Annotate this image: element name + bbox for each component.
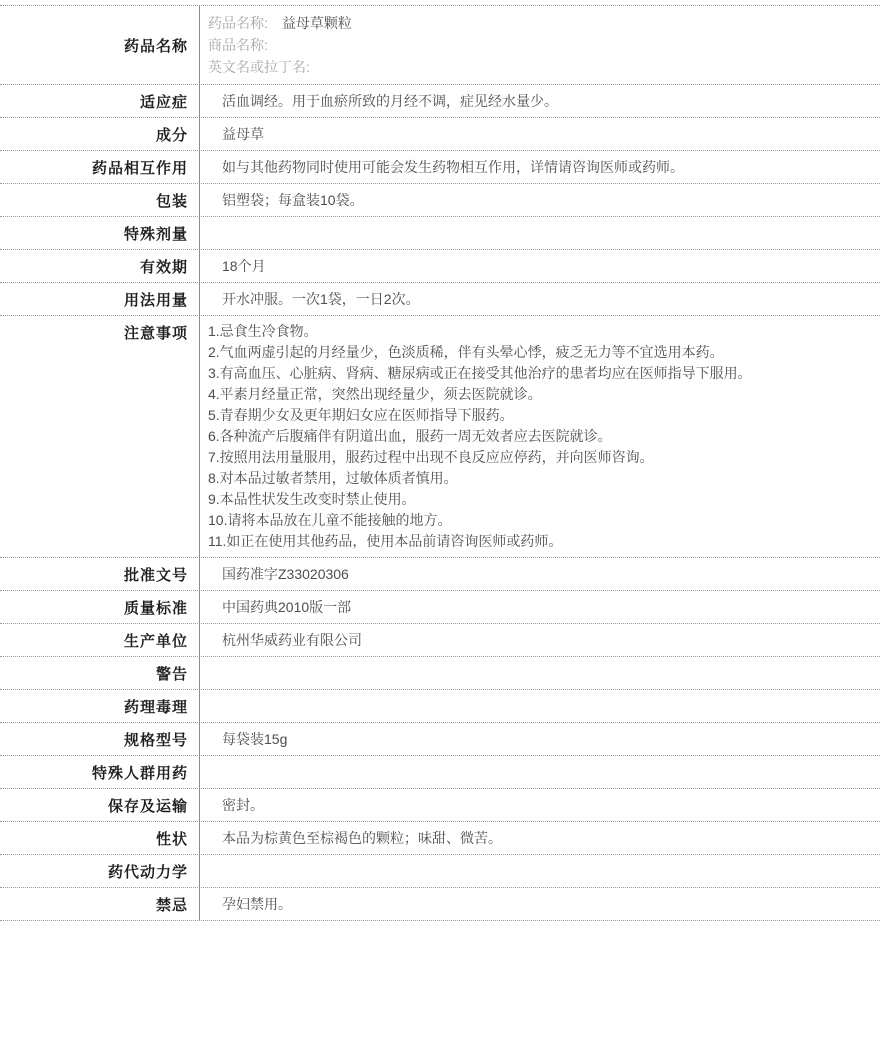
value-warning (200, 657, 880, 689)
table-row-special-dosage (0, 217, 880, 250)
label-properties: 性状 (0, 822, 200, 854)
precaution-item: 2.气血两虚引起的月经量少，色淡质稀，伴有头晕心悸，疲乏无力等不宜选用本药。 (208, 344, 724, 360)
drug-info-table (0, 5, 880, 921)
label-precautions: 注意事项 (0, 316, 200, 557)
label-drug-interactions: 药品相互作用 (0, 151, 200, 183)
table-row-pharmacology-toxicology (0, 690, 880, 723)
label-manufacturer: 生产单位 (0, 624, 200, 656)
precaution-item: 1.忌食生冷食物。 (208, 323, 318, 339)
table-row-storage-transport (0, 789, 880, 822)
table-row-precautions (0, 316, 880, 558)
value-ingredients: 益母草 (222, 126, 264, 142)
precaution-item: 10.请将本品放在儿童不能接触的地方。 (208, 512, 452, 528)
label-validity-period: 有效期 (0, 250, 200, 282)
table-row-ingredients (0, 118, 880, 151)
table-row-quality-standard (0, 591, 880, 624)
trade-name-key: 商品名称: (208, 37, 268, 53)
value-specification: 每袋装15g (222, 731, 288, 747)
value-precautions (200, 316, 880, 557)
label-pharmacokinetics: 药代动力学 (0, 855, 200, 887)
value-contraindications: 孕妇禁用。 (222, 896, 292, 912)
latin-name-key: 英文名或拉丁名: (208, 59, 310, 75)
value-storage-transport: 密封。 (222, 797, 264, 813)
label-ingredients: 成分 (0, 118, 200, 150)
label-special-dosage: 特殊剂量 (0, 217, 200, 249)
table-row-dosage-usage (0, 283, 880, 316)
drug-name-value: 益母草颗粒 (281, 15, 352, 31)
precaution-item: 9.本品性状发生改变时禁止使用。 (208, 491, 416, 507)
table-row-special-populations (0, 756, 880, 789)
value-approval-number: 国药准字Z33020306 (222, 566, 349, 582)
value-special-dosage (200, 217, 880, 249)
precaution-item: 4.平素月经量正常，突然出现经量少，须去医院就诊。 (208, 386, 542, 402)
value-quality-standard: 中国药典2010版一部 (222, 599, 352, 615)
label-indications: 适应症 (0, 85, 200, 117)
value-drug-name (200, 6, 880, 84)
drug-name-key: 药品名称: (208, 15, 268, 31)
precaution-item: 11.如正在使用其他药品，使用本品前请咨询医师或药师。 (208, 533, 563, 549)
table-row-validity-period (0, 250, 880, 283)
value-dosage-usage: 开水冲服。一次1袋，一日2次。 (222, 291, 420, 307)
value-properties: 本品为棕黄色至棕褐色的颗粒；味甜、微苦。 (222, 830, 502, 846)
precaution-item: 6.各种流产后腹痛伴有阴道出血，服药一周无效者应去医院就诊。 (208, 428, 612, 444)
value-pharmacokinetics (200, 855, 880, 887)
label-storage-transport: 保存及运输 (0, 789, 200, 821)
value-validity-period: 18个月 (222, 258, 266, 274)
precaution-item: 8.对本品过敏者禁用，过敏体质者慎用。 (208, 470, 458, 486)
label-pharmacology-toxicology: 药理毒理 (0, 690, 200, 722)
table-row-warning (0, 657, 880, 690)
label-contraindications: 禁忌 (0, 888, 200, 920)
label-drug-name: 药品名称 (0, 6, 200, 84)
precaution-item: 7.按照用法用量服用，服药过程中出现不良反应应停药，并向医师咨询。 (208, 449, 654, 465)
table-row-approval-number (0, 558, 880, 591)
precaution-item: 5.青春期少女及更年期妇女应在医师指导下服药。 (208, 407, 514, 423)
table-row-packaging (0, 184, 880, 217)
value-special-populations (200, 756, 880, 788)
label-dosage-usage: 用法用量 (0, 283, 200, 315)
precaution-item: 3.有高血压、心脏病、肾病、糖尿病或正在接受其他治疗的患者均应在医师指导下服用。 (208, 365, 752, 381)
table-row-drug-name (0, 6, 880, 85)
drug-name-line (208, 12, 870, 34)
label-specification: 规格型号 (0, 723, 200, 755)
label-warning: 警告 (0, 657, 200, 689)
trade-name-line (208, 34, 870, 56)
label-approval-number: 批准文号 (0, 558, 200, 590)
label-special-populations: 特殊人群用药 (0, 756, 200, 788)
value-pharmacology-toxicology (200, 690, 880, 722)
table-row-indications (0, 85, 880, 118)
table-row-properties (0, 822, 880, 855)
value-packaging: 铝塑袋；每盒装10袋。 (222, 192, 364, 208)
table-row-specification (0, 723, 880, 756)
table-row-contraindications (0, 888, 880, 921)
table-row-pharmacokinetics (0, 855, 880, 888)
table-row-manufacturer (0, 624, 880, 657)
value-indications: 活血调经。用于血瘀所致的月经不调，症见经水量少。 (222, 93, 558, 109)
label-packaging: 包装 (0, 184, 200, 216)
value-drug-interactions: 如与其他药物同时使用可能会发生药物相互作用，详情请咨询医师或药师。 (222, 159, 684, 175)
latin-name-line (208, 56, 870, 78)
table-row-drug-interactions (0, 151, 880, 184)
label-quality-standard: 质量标准 (0, 591, 200, 623)
value-manufacturer: 杭州华威药业有限公司 (222, 632, 362, 648)
